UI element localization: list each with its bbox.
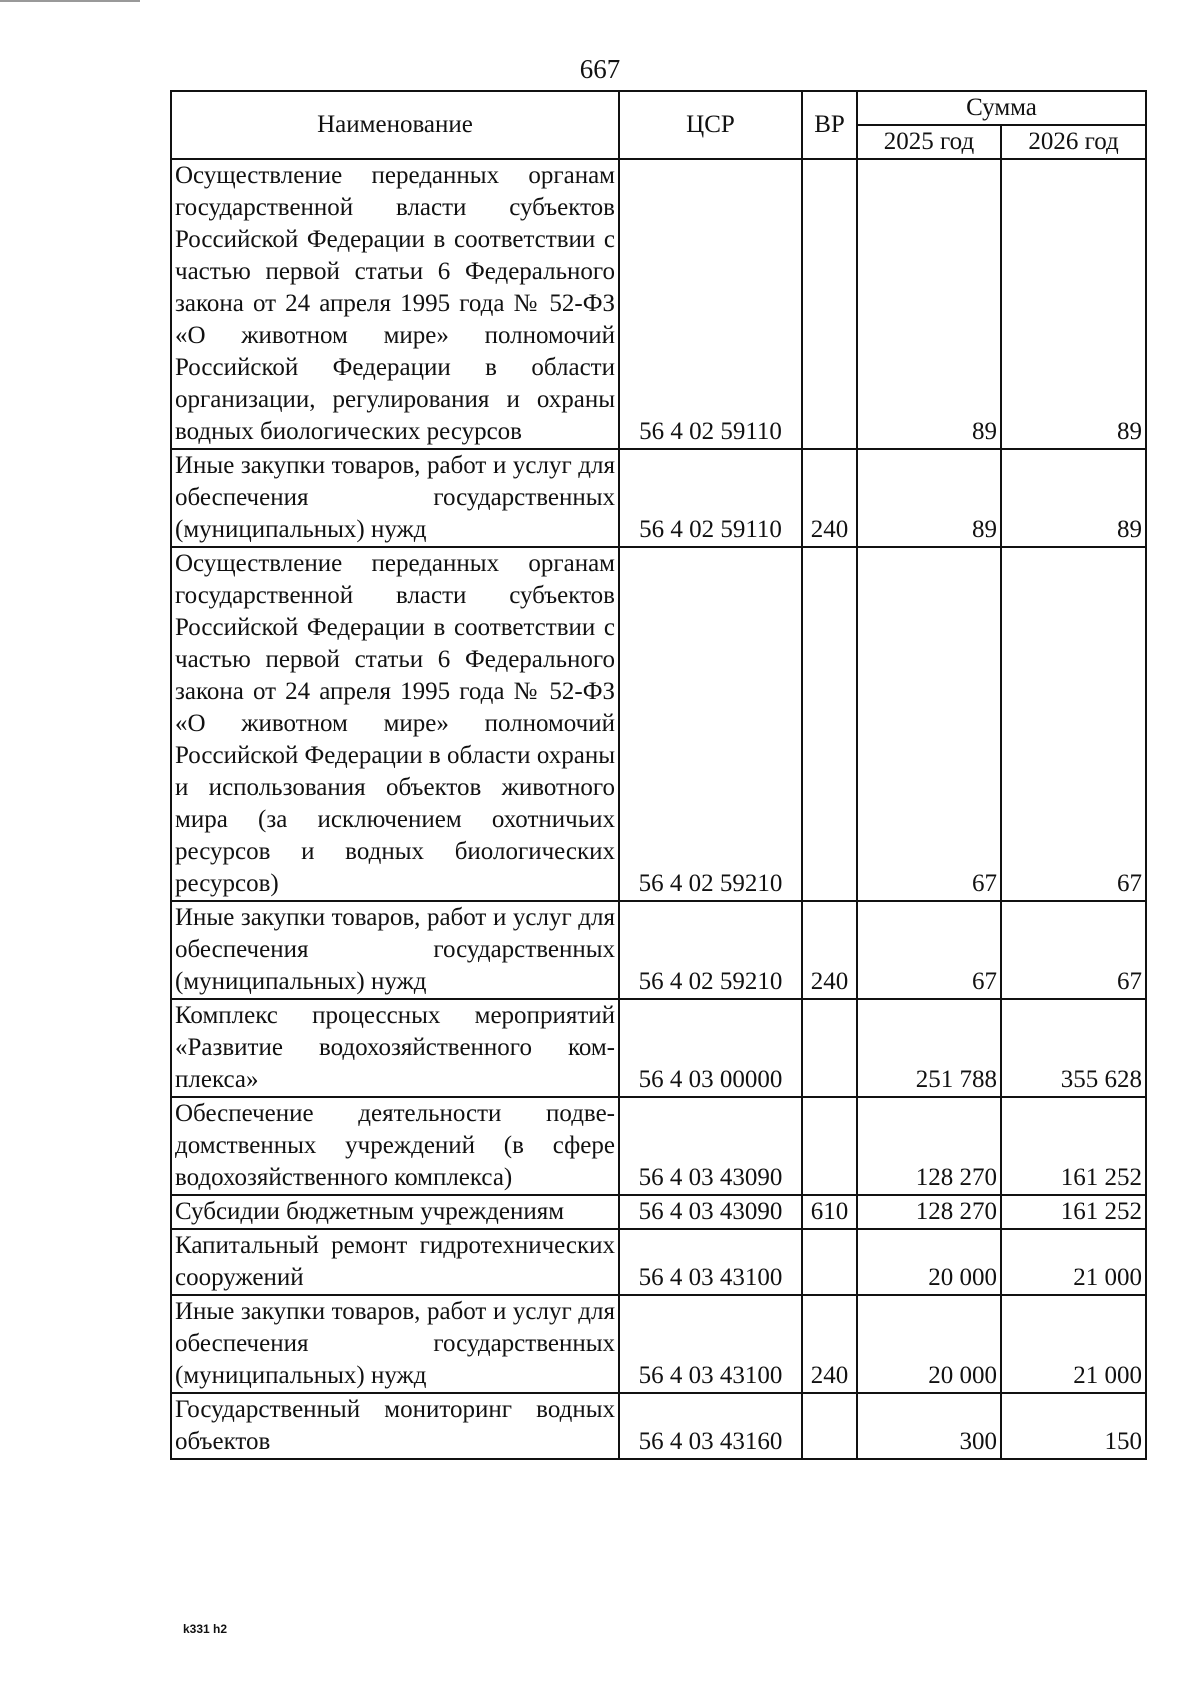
row-csr: 56 4 02 59210 bbox=[619, 547, 802, 901]
table-row bbox=[171, 999, 1146, 1097]
row-csr: 56 4 03 00000 bbox=[619, 999, 802, 1097]
row-amount-2026: 161 252 bbox=[1001, 1195, 1146, 1229]
header-vr: ВР bbox=[802, 91, 857, 159]
row-amount-2026: 89 bbox=[1001, 159, 1146, 449]
row-amount-2025: 67 bbox=[857, 547, 1001, 901]
row-name: Субсидии бюджетным учреждениям bbox=[171, 1195, 619, 1229]
row-vr bbox=[802, 999, 857, 1097]
row-amount-2026: 67 bbox=[1001, 547, 1146, 901]
row-amount-2026: 150 bbox=[1001, 1393, 1146, 1459]
table-row bbox=[171, 547, 1146, 901]
row-vr: 240 bbox=[802, 1295, 857, 1393]
header-csr: ЦСР bbox=[619, 91, 802, 159]
row-name: Государственный мониторинг водных объектов bbox=[171, 1393, 619, 1459]
row-amount-2025: 251 788 bbox=[857, 999, 1001, 1097]
header-year-2025: 2025 год bbox=[857, 125, 1001, 159]
row-amount-2026: 89 bbox=[1001, 449, 1146, 547]
table-row bbox=[171, 1229, 1146, 1295]
row-amount-2025: 89 bbox=[857, 159, 1001, 449]
row-vr: 240 bbox=[802, 449, 857, 547]
row-amount-2026: 67 bbox=[1001, 901, 1146, 999]
row-csr: 56 4 03 43160 bbox=[619, 1393, 802, 1459]
row-amount-2026: 21 000 bbox=[1001, 1295, 1146, 1393]
row-name: Комплекс процессных мероприятий «Развитие водохозяйственного комплекса» bbox=[171, 999, 619, 1097]
row-vr: 610 bbox=[802, 1195, 857, 1229]
row-amount-2026: 355 628 bbox=[1001, 999, 1146, 1097]
row-amount-2025: 128 270 bbox=[857, 1195, 1001, 1229]
row-vr bbox=[802, 1097, 857, 1195]
row-name: Иные закупки товаров, работ и услуг для обеспечения государственных (муниципальных) нужд bbox=[171, 1295, 619, 1393]
table-row bbox=[171, 1097, 1146, 1195]
row-vr: 240 bbox=[802, 901, 857, 999]
row-csr: 56 4 02 59110 bbox=[619, 449, 802, 547]
row-amount-2025: 20 000 bbox=[857, 1229, 1001, 1295]
row-amount-2025: 67 bbox=[857, 901, 1001, 999]
row-csr: 56 4 03 43090 bbox=[619, 1195, 802, 1229]
header-sum: Сумма bbox=[857, 91, 1146, 125]
row-vr bbox=[802, 547, 857, 901]
row-name: Осуществление переданных органам государственной власти субъектов Российской Федерации в соответствии с частью первой статьи 6 Федерального закона от 24 апреля 1995 года № 52-ФЗ «О животном мире» полномочий Российской Федерации в области охраны и использования объектов животного мира (за исключением охотничьих ресурсов и водных биологических ресурсов) bbox=[171, 547, 619, 901]
row-amount-2025: 300 bbox=[857, 1393, 1001, 1459]
row-name: Обеспечение деятельности подведомственных учреждений (в сфере водохозяйственного комплекса) bbox=[171, 1097, 619, 1195]
footer-document-code: k331 h2 bbox=[183, 1622, 228, 1636]
row-name: Капитальный ремонт гидротехнических сооружений bbox=[171, 1229, 619, 1295]
row-vr bbox=[802, 159, 857, 449]
row-amount-2025: 89 bbox=[857, 449, 1001, 547]
table-row bbox=[171, 1195, 1146, 1229]
row-amount-2026: 21 000 bbox=[1001, 1229, 1146, 1295]
budget-table bbox=[170, 90, 1147, 1460]
row-amount-2026: 161 252 bbox=[1001, 1097, 1146, 1195]
header-year-2026: 2026 год bbox=[1001, 125, 1146, 159]
table-row bbox=[171, 449, 1146, 547]
row-csr: 56 4 02 59110 bbox=[619, 159, 802, 449]
row-name: Осуществление переданных органам государственной власти субъектов Российской Федерации в соответствии с частью первой статьи 6 Федерального закона от 24 апреля 1995 года № 52-ФЗ «О животном мире» полномочий Российской Федерации в области организации, регулирования и охраны водных биологических ресурсов bbox=[171, 159, 619, 449]
header-name: Наименование bbox=[171, 91, 619, 159]
row-csr: 56 4 03 43100 bbox=[619, 1229, 802, 1295]
table-row bbox=[171, 1393, 1146, 1459]
row-csr: 56 4 03 43090 bbox=[619, 1097, 802, 1195]
row-csr: 56 4 03 43100 bbox=[619, 1295, 802, 1393]
table-row bbox=[171, 901, 1146, 999]
scan-edge-mark bbox=[0, 0, 140, 2]
row-csr: 56 4 02 59210 bbox=[619, 901, 802, 999]
table-row bbox=[171, 1295, 1146, 1393]
page-number: 667 bbox=[579, 54, 621, 84]
row-amount-2025: 128 270 bbox=[857, 1097, 1001, 1195]
table-row bbox=[171, 159, 1146, 449]
row-vr bbox=[802, 1393, 857, 1459]
row-vr bbox=[802, 1229, 857, 1295]
row-name: Иные закупки товаров, работ и услуг для обеспечения государственных (муниципальных) нужд bbox=[171, 901, 619, 999]
row-amount-2025: 20 000 bbox=[857, 1295, 1001, 1393]
row-name: Иные закупки товаров, работ и услуг для обеспечения государственных (муниципальных) нужд bbox=[171, 449, 619, 547]
